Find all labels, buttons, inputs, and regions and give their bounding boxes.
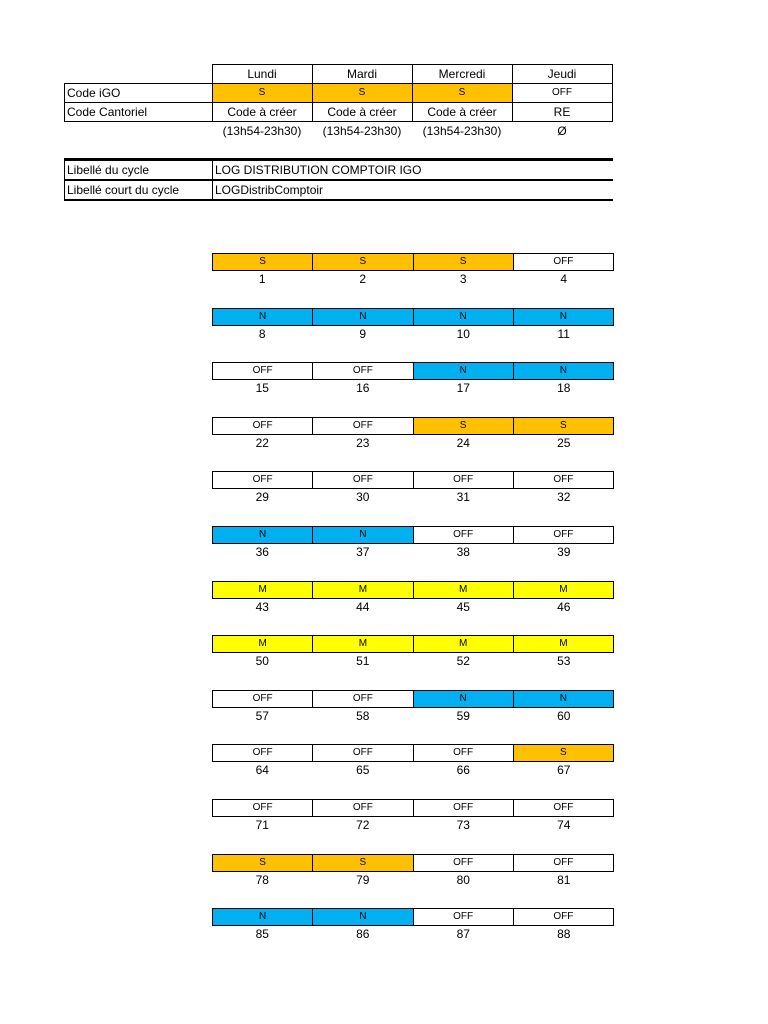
shift-code-row xyxy=(212,417,614,435)
shift-code-cell: OFF xyxy=(414,855,514,871)
week-block xyxy=(212,635,614,669)
day-number: 50 xyxy=(255,654,269,668)
shift-code-row xyxy=(212,471,614,489)
day-number: 73 xyxy=(456,818,470,832)
week-block xyxy=(212,417,614,451)
day-number: 10 xyxy=(456,327,470,341)
shift-code-cell: OFF xyxy=(514,800,613,816)
shift-code-cell: N xyxy=(514,309,613,325)
day-number: 53 xyxy=(557,654,571,668)
day-number-row xyxy=(212,599,614,615)
code-igo-cell: S xyxy=(212,84,312,103)
shift-code-row xyxy=(212,308,614,326)
day-number-row xyxy=(212,435,614,451)
day-number: 67 xyxy=(557,763,571,777)
day-number: 3 xyxy=(459,272,467,286)
day-number: 16 xyxy=(356,381,370,395)
day-number: 30 xyxy=(356,490,370,504)
day-number: 8 xyxy=(258,327,266,341)
day-number: 38 xyxy=(456,545,470,559)
day-number: 85 xyxy=(255,927,269,941)
day-header-mercredi: Mercredi xyxy=(412,65,512,84)
hours-cell: Ø xyxy=(557,124,567,138)
day-number-row xyxy=(212,708,614,724)
day-number: 17 xyxy=(456,381,470,395)
shift-code-cell: N xyxy=(414,309,514,325)
shift-code-cell: OFF xyxy=(213,745,313,761)
day-header-lundi: Lundi xyxy=(212,65,312,84)
cycle-label-value: LOG DISTRIBUTION COMPTOIR IGO xyxy=(213,160,613,181)
shift-code-cell: S xyxy=(313,254,413,270)
day-number-row xyxy=(212,653,614,669)
shift-code-cell: M xyxy=(213,636,313,652)
day-number: 72 xyxy=(356,818,370,832)
shift-code-row xyxy=(212,581,614,599)
day-number: 57 xyxy=(255,709,269,723)
shift-code-cell: OFF xyxy=(414,472,514,488)
day-number: 44 xyxy=(356,600,370,614)
day-number-row xyxy=(212,271,614,287)
day-number: 46 xyxy=(557,600,571,614)
shift-code-cell: OFF xyxy=(313,472,413,488)
week-block xyxy=(212,362,614,396)
shift-code-cell: OFF xyxy=(514,527,613,543)
shift-code-cell: OFF xyxy=(213,363,313,379)
shift-code-cell: OFF xyxy=(514,254,613,270)
day-number: 25 xyxy=(557,436,571,450)
day-number: 45 xyxy=(456,600,470,614)
week-block xyxy=(212,526,614,560)
cycle-short-label-key: Libellé court du cycle xyxy=(65,180,213,200)
shift-code-cell: OFF xyxy=(313,363,413,379)
shift-code-cell: S xyxy=(213,855,313,871)
week-block xyxy=(212,744,614,778)
code-igo-cell: S xyxy=(312,84,412,103)
day-number: 88 xyxy=(557,927,571,941)
week-block xyxy=(212,854,614,888)
shift-code-row xyxy=(212,799,614,817)
day-number: 74 xyxy=(557,818,571,832)
shift-code-cell: M xyxy=(514,582,613,598)
day-number: 43 xyxy=(255,600,269,614)
day-header-mardi: Mardi xyxy=(312,65,412,84)
day-number: 29 xyxy=(255,490,269,504)
day-number: 59 xyxy=(456,709,470,723)
shift-code-cell: N xyxy=(414,363,514,379)
shift-code-cell: OFF xyxy=(414,909,514,925)
shift-code-cell: S xyxy=(313,855,413,871)
shift-code-cell: OFF xyxy=(213,418,313,434)
shift-code-cell: M xyxy=(414,636,514,652)
day-number-row xyxy=(212,380,614,396)
cycle-short-label-value: LOGDistribComptoir xyxy=(213,180,613,200)
code-cantoriel-cell: Code à créer xyxy=(212,103,312,122)
shift-code-cell: N xyxy=(414,691,514,707)
day-number: 32 xyxy=(557,490,571,504)
day-number-row xyxy=(212,489,614,505)
day-number: 52 xyxy=(456,654,470,668)
hours-cell: (13h54-23h30) xyxy=(322,124,402,138)
day-number: 4 xyxy=(560,272,568,286)
code-igo-cell: OFF xyxy=(512,84,612,103)
shift-code-cell: OFF xyxy=(313,691,413,707)
cycle-info-table xyxy=(64,158,613,201)
shift-code-cell: S xyxy=(514,745,613,761)
day-number: 58 xyxy=(356,709,370,723)
cycle-label-key: Libellé du cycle xyxy=(65,160,213,181)
shift-code-cell: OFF xyxy=(414,527,514,543)
day-number: 1 xyxy=(258,272,266,286)
day-number: 64 xyxy=(255,763,269,777)
shift-code-cell: S xyxy=(213,254,313,270)
week-block xyxy=(212,799,614,833)
shift-code-cell: OFF xyxy=(213,691,313,707)
day-number: 2 xyxy=(359,272,367,286)
day-header-jeudi: Jeudi xyxy=(512,65,612,84)
week-block xyxy=(212,253,614,287)
day-number: 51 xyxy=(356,654,370,668)
shift-code-cell: S xyxy=(414,254,514,270)
day-number: 36 xyxy=(255,545,269,559)
shift-code-row xyxy=(212,526,614,544)
shift-code-cell: N xyxy=(213,527,313,543)
day-number: 78 xyxy=(255,873,269,887)
code-cantoriel-cell: Code à créer xyxy=(412,103,512,122)
day-number-row xyxy=(212,817,614,833)
schedule-header-table xyxy=(64,64,613,140)
shift-code-cell: S xyxy=(514,418,613,434)
shift-code-cell: N xyxy=(514,691,613,707)
day-number: 66 xyxy=(456,763,470,777)
week-block xyxy=(212,308,614,342)
day-number-row xyxy=(212,872,614,888)
day-number-row xyxy=(212,762,614,778)
shift-code-row xyxy=(212,744,614,762)
code-cantoriel-cell: RE xyxy=(512,103,612,122)
week-block xyxy=(212,471,614,505)
shift-code-cell: OFF xyxy=(414,745,514,761)
hours-cell: (13h54-23h30) xyxy=(222,124,302,138)
shift-code-cell: OFF xyxy=(514,855,613,871)
shift-code-cell: OFF xyxy=(213,800,313,816)
shift-code-cell: N xyxy=(514,363,613,379)
shift-code-cell: OFF xyxy=(414,800,514,816)
day-number: 60 xyxy=(557,709,571,723)
shift-code-row xyxy=(212,253,614,271)
shift-code-cell: OFF xyxy=(313,800,413,816)
day-number: 79 xyxy=(356,873,370,887)
day-number: 9 xyxy=(359,327,367,341)
shift-code-row xyxy=(212,362,614,380)
day-number: 86 xyxy=(356,927,370,941)
day-number: 71 xyxy=(255,818,269,832)
code-igo-label: Code iGO xyxy=(65,84,213,103)
day-number: 80 xyxy=(456,873,470,887)
code-cantoriel-cell: Code à créer xyxy=(312,103,412,122)
week-block xyxy=(212,908,614,942)
code-igo-cell: S xyxy=(412,84,512,103)
day-number: 81 xyxy=(557,873,571,887)
shift-code-cell: N xyxy=(213,309,313,325)
day-number: 65 xyxy=(356,763,370,777)
shift-code-row xyxy=(212,908,614,926)
shift-code-cell: S xyxy=(414,418,514,434)
shift-code-row xyxy=(212,690,614,708)
shift-code-cell: OFF xyxy=(213,472,313,488)
shift-code-cell: N xyxy=(313,527,413,543)
day-number: 39 xyxy=(557,545,571,559)
day-number: 18 xyxy=(557,381,571,395)
day-number: 31 xyxy=(456,490,470,504)
shift-code-cell: OFF xyxy=(313,745,413,761)
shift-code-cell: OFF xyxy=(514,909,613,925)
day-number: 87 xyxy=(456,927,470,941)
day-number-row xyxy=(212,544,614,560)
week-block xyxy=(212,690,614,724)
week-block xyxy=(212,581,614,615)
day-number-row xyxy=(212,926,614,942)
day-number-row xyxy=(212,326,614,342)
code-cantoriel-label: Code Cantoriel xyxy=(65,103,213,122)
day-number: 11 xyxy=(557,327,570,341)
shift-code-cell: N xyxy=(313,309,413,325)
hours-cell: (13h54-23h30) xyxy=(422,124,502,138)
day-number: 23 xyxy=(356,436,370,450)
shift-code-row xyxy=(212,635,614,653)
day-number: 37 xyxy=(356,545,370,559)
shift-code-cell: M xyxy=(514,636,613,652)
shift-code-cell: N xyxy=(313,909,413,925)
shift-code-cell: M xyxy=(213,582,313,598)
day-number: 22 xyxy=(255,436,269,450)
shift-code-cell: M xyxy=(313,636,413,652)
shift-code-cell: M xyxy=(414,582,514,598)
shift-code-cell: OFF xyxy=(514,472,613,488)
shift-code-cell: N xyxy=(213,909,313,925)
day-number: 24 xyxy=(456,436,470,450)
day-number: 15 xyxy=(255,381,269,395)
shift-code-row xyxy=(212,854,614,872)
shift-code-cell: OFF xyxy=(313,418,413,434)
shift-code-cell: M xyxy=(313,582,413,598)
